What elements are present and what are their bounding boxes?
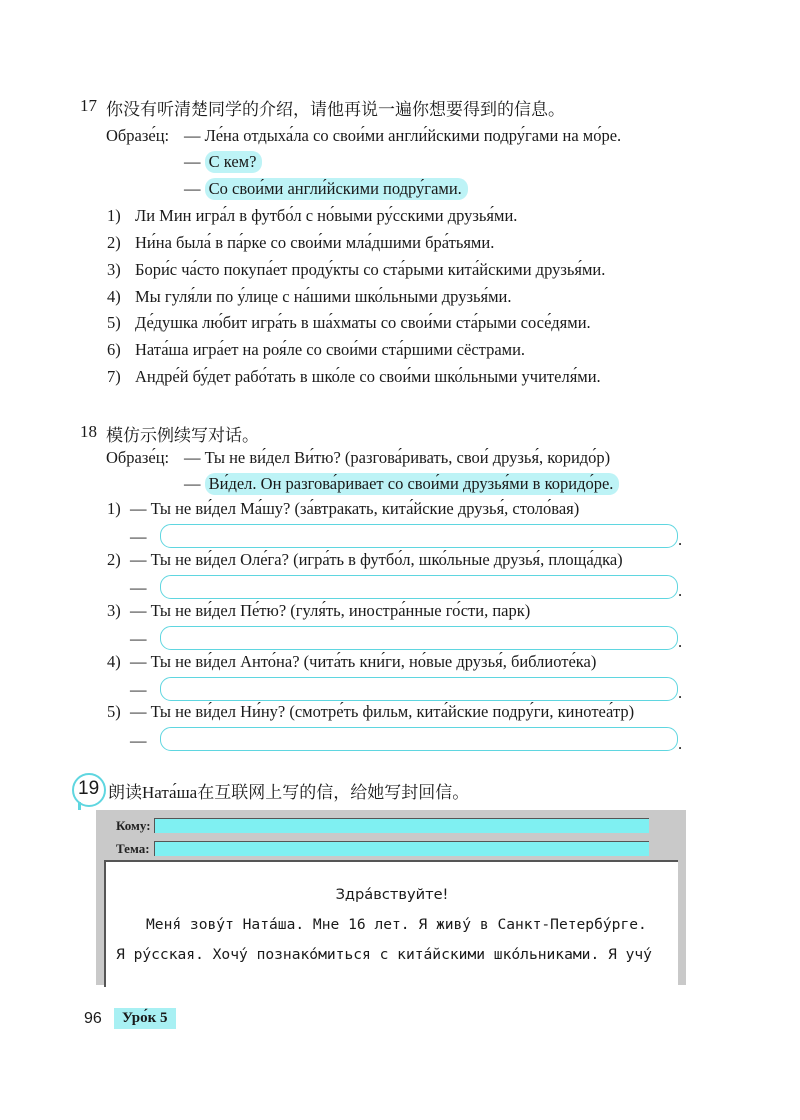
task-17-item-number: 7) [107,367,121,386]
task-17-item-number: 4) [107,287,121,306]
task-18-item-number: 2) [107,550,121,569]
answer-period: . [678,683,683,702]
task-18-item-question: — Ты не ви́дел Пе́тю? (гуля́ть, иностра́нные го́сти, парк) [130,601,531,620]
task-18-item-number: 4) [107,652,121,671]
task-18-item-question: — Ты не ви́дел Оле́га? (игра́ть в футбо́л, шко́льные друзья́, площа́дка) [130,550,623,569]
task-17-number: 17 [80,96,97,115]
task-17-instruction: 你没有听清楚同学的介绍，请他再说一遍你想要得到的信息。 [106,100,565,119]
task-18-sample-label: Образе́ц: [106,448,170,467]
answer-period: . [678,632,683,651]
answer-period: . [678,734,683,753]
email-subject-label: Тема: [116,841,150,856]
answer-field-1[interactable] [160,524,678,548]
email-subject-field[interactable] [154,841,649,856]
answer-field-4[interactable] [160,677,678,701]
answer-dash: — [130,578,147,597]
answer-period: . [678,581,683,600]
task-19-number: 19 [78,778,100,799]
answer-dash: — [130,629,147,648]
email-line-2: Я ру́сская. Хочу́ познако́миться с кита́йскими шко́льниками. Я учу́ [116,946,652,963]
task-17-sample-line-1: — Ле́на отдыха́ла со свои́ми англи́йскими подру́гами на мо́ре. [184,126,622,145]
answer-dash: — [130,731,147,750]
task-17-item-text: Бори́с ча́сто покупа́ет проду́кты со ста́рыми кита́йскими друзья́ми. [135,260,606,279]
task-18-instruction: 模仿示例续写对话。 [106,426,259,445]
answer-period: . [678,530,683,549]
task-17-item-number: 1) [107,206,121,225]
email-to-label: Кому: [116,818,151,833]
task-17-item-number: 3) [107,260,121,279]
task-18-sample-answer-highlight: Ви́дел. Он разгова́ривает со свои́ми друзья́ми в коридо́ре. [205,473,620,495]
answer-dash: — [130,680,147,699]
task-18-item-number: 1) [107,499,121,518]
answer-field-2[interactable] [160,575,678,599]
task-18-sample-question: — Ты не ви́дел Ви́тю? (разгова́ривать, свои́ друзья́, коридо́р) [184,448,611,467]
task-17-item-text: Ли Мин игра́л в футбо́л с но́выми ру́сскими друзья́ми. [135,206,518,225]
task-18-sample-answer: — Ви́дел. Он разгова́ривает со свои́ми друзья́ми в коридо́ре. [184,474,619,494]
task-18-item-question: — Ты не ви́дел Ма́шу? (за́втракать, кита́йские друзья́, столо́вая) [130,499,580,518]
task-17-sample-line-2: — С кем? [184,152,262,172]
email-to-field[interactable] [154,818,649,833]
answer-dash: — [130,527,147,546]
task-17-sample-highlight-2: С кем? [205,151,263,173]
email-window [96,810,686,985]
task-18-item-number: 3) [107,601,121,620]
task-17-item-text: Де́душка лю́бит игра́ть в ша́хматы со свои́ми ста́рыми сосе́дями. [135,313,591,332]
task-18-item-number: 5) [107,702,121,721]
task-17-item-number: 5) [107,313,121,332]
task-19-number-badge [72,773,106,807]
task-17-item-text: Ни́на была́ в па́рке со свои́ми мла́дшими бра́тьями. [135,233,495,252]
task-17-sample-label: Образе́ц: [106,126,170,145]
task-18-number: 18 [80,422,97,441]
task-18-item-question: — Ты не ви́дел Ни́ну? (смотре́ть фильм, кита́йские подру́ги, кинотеа́тр) [130,702,635,721]
email-line-1: Меня́ зову́т Ната́ша. Мне 16 лет. Я живу́ в Санкт-Петербу́рге. [146,916,647,933]
task-17-item-text: Ната́ша игра́ет на роя́ле со свои́ми ста́ршими сёстрами. [135,340,526,359]
answer-field-3[interactable] [160,626,678,650]
task-17-item-number: 2) [107,233,121,252]
task-17-item-text: Мы гуля́ли по у́лице с на́шими шко́льными друзья́ми. [135,287,512,306]
answer-field-5[interactable] [160,727,678,751]
email-body[interactable] [104,860,678,987]
task-17-sample-line-3: — Со свои́ми англи́йскими подру́гами. [184,179,468,199]
badge-tail [78,802,81,810]
task-18-item-question: — Ты не ви́дел Анто́на? (чита́ть кни́ги, но́вые друзья́, библиоте́ка) [130,652,597,671]
page-number: 96 [84,1010,102,1027]
email-greeting: Здра́вствуйте! [335,886,449,903]
lesson-badge: Уро́к 5 [114,1008,176,1029]
task-17-item-text: Андре́й бу́дет рабо́тать в шко́ле со свои́ми шко́льными учителя́ми. [135,367,601,386]
task-17-sample-highlight-3: Со свои́ми англи́йскими подру́гами. [205,178,468,200]
task-17-item-number: 6) [107,340,121,359]
task-19-instruction: 朗读Ната́ша在互联网上写的信，给她写封回信。 [108,783,470,802]
